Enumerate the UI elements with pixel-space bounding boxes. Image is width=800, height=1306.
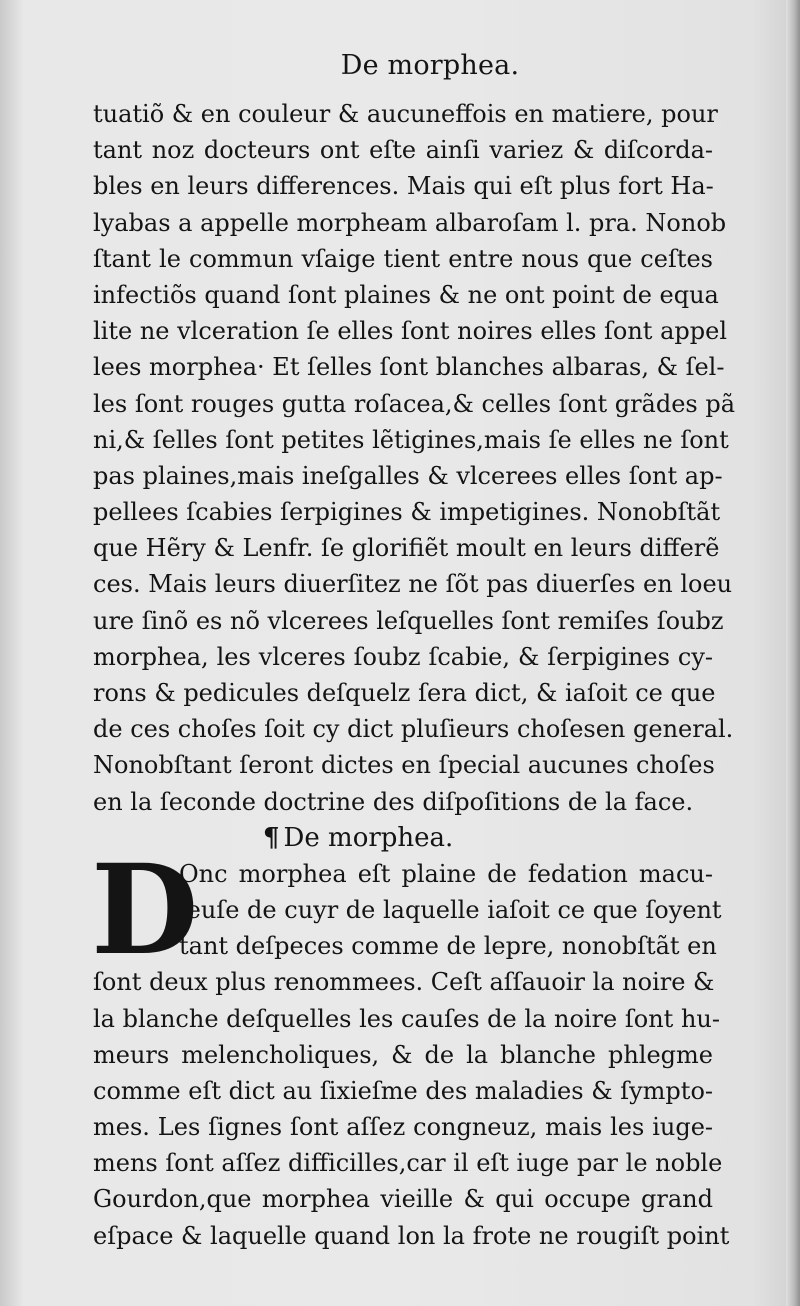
pilcrow-icon: ¶ <box>263 822 280 853</box>
running-head-text: De morphea. <box>340 50 520 81</box>
text-line: leuſe de cuyr de laquelle iaſoit ce que ſoyent <box>179 895 722 924</box>
text-line: en la ſeconde doctrine des diſpoſitions de la face. <box>93 787 694 816</box>
text-line: la blanche deſquelles les cauſes de la noire ſont hu- <box>93 1004 720 1033</box>
page-edge-shadow <box>786 0 800 1306</box>
text-line: Nonobſtant ſeront dictes en ſpecial aucunes choſes <box>93 751 715 780</box>
text-line: morphea, les vlceres ſoubz ſcabie, & ſerpigines cy- <box>93 642 713 671</box>
text-line: mes. Les ſignes ſont aſſez congneuz, mais les iuge- <box>93 1113 713 1142</box>
text-line: Onc morphea eſt plaine de fedation macu- <box>179 859 713 888</box>
text-line: eſpace & laquelle quand lon la frote ne rougiſt point <box>93 1221 730 1250</box>
section-heading-text: De morphea. <box>283 822 454 853</box>
text-line: pellees ſcabies ſerpigines & impetigines. Nonobſtãt <box>93 498 721 527</box>
text-line: ces. Mais leurs diuerſitez ne ſõt pas diuerſes en loeu <box>93 570 733 599</box>
running-head <box>0 50 800 81</box>
text-line: lees morphea· Et ſelles ſont blanches albaras, & ſel- <box>93 353 725 382</box>
text-line: pas plaines,mais ineſgalles & vlcerees elles ſont ap- <box>93 461 723 490</box>
text-line: lyabas a appelle morpheam albaroſam l. pra. Nonob <box>93 208 727 237</box>
text-line: les ſont rouges gutta roſacea,& celles ſont grãdes pã <box>93 389 736 418</box>
text-block <box>91 96 736 1254</box>
drop-cap-initial: D <box>91 837 197 983</box>
text-line: lite ne vlceration ſe elles ſont noires elles ſont appel <box>93 317 727 346</box>
text-line: bles en leurs differences. Mais qui eſt plus fort Ha- <box>93 172 714 201</box>
paragraph-1 <box>93 96 736 820</box>
text-line: tuatiõ & en couleur & aucuneffois en matiere, pour <box>93 100 718 128</box>
text-line: que Hẽry & Lenfr. ſe glorifiẽt moult en leurs differẽ <box>93 534 720 563</box>
text-line: infectiõs quand ſont plaines & ne ont point de equa <box>93 280 719 309</box>
text-line: ure ſinõ es nõ vlcerees leſquelles ſont remiſes ſoubz <box>93 606 724 635</box>
text-line: de ces choſes ſoit cy dict pluſieurs choſesen general. <box>93 715 734 744</box>
text-line: ſtant le commun vſaige tient entre nous que ceſtes <box>93 244 713 273</box>
text-line: rons & pedicules deſquelz ſera dict, & iaſoit ce que <box>93 679 716 707</box>
text-line: ſont deux plus renommees. Ceſt aſſauoir la noire & <box>93 968 715 997</box>
text-line: comme eſt dict au ſixieſme des maladies & ſympto- <box>93 1076 713 1105</box>
text-line: tant noz docteurs ont eſte ainſi variez & diſcorda- <box>93 136 713 165</box>
text-line: mens ſont aſſez difficilles,car il eſt iuge par le noble <box>93 1149 723 1178</box>
text-line: tant deſpeces comme de lepre, nonobſtãt en <box>179 932 717 961</box>
text-line: Gourdon,que morphea vieille & qui occupe grand <box>93 1185 713 1214</box>
text-line: meurs melencholiques, & de la blanche phlegme <box>93 1040 713 1069</box>
text-line: ni,& ſelles ſont petites lẽtigines,mais ſe elles ne ſont <box>93 425 729 454</box>
